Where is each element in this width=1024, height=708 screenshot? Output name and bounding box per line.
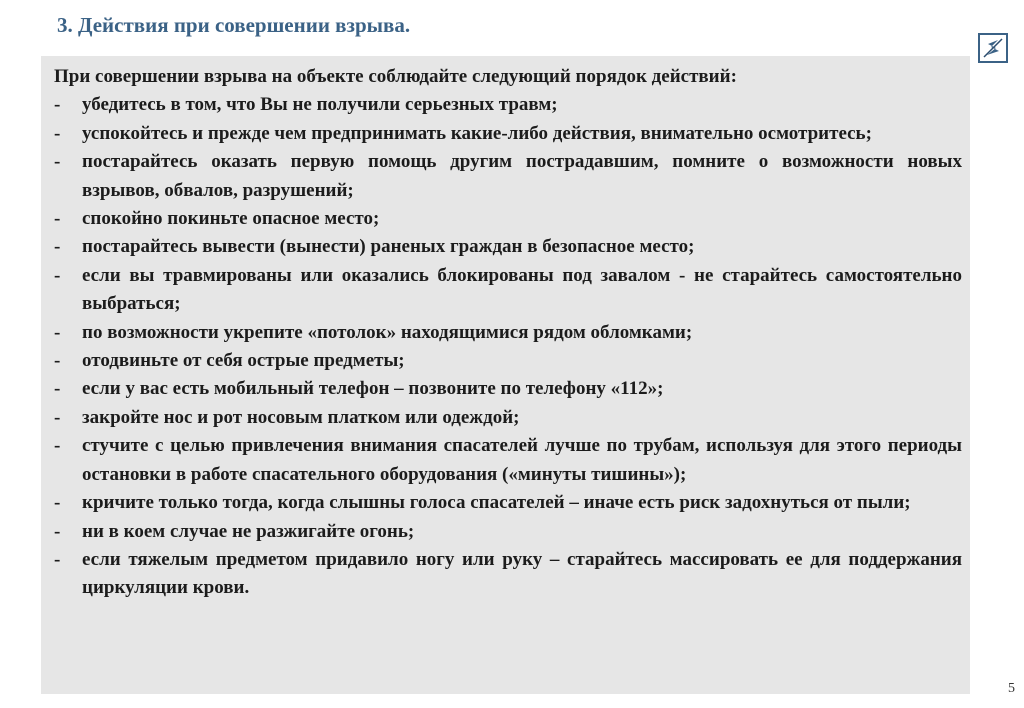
action-list: [54, 91, 962, 602]
list-item-text: постарайтесь оказать первую помощь другим пострадавшим, помните о возможности новых взрывов, обвалов, разрушений;: [82, 151, 962, 201]
company-logo-icon: [978, 33, 1008, 63]
list-item-text: если вы травмированы или оказались блокированы под завалом - не старайтесь самостоятельно выбраться;: [82, 264, 962, 315]
list-item: [54, 319, 962, 347]
list-item-text: ни в коем случае не разжигайте огонь;: [82, 520, 415, 542]
list-item-text: спокойно покиньте опасное место;: [82, 208, 380, 230]
list-item-text: если у вас есть мобильный телефон – позвоните по телефону «112»;: [82, 378, 664, 400]
bullet-marker: -: [54, 94, 61, 116]
bullet-marker: -: [54, 151, 61, 173]
list-item: [54, 432, 962, 489]
list-item-text: успокойтесь и прежде чем предпринимать какие-либо действия, внимательно осмотритесь;: [82, 122, 872, 144]
list-item: [54, 120, 962, 148]
bullet-marker: -: [54, 208, 61, 230]
list-item-text: постарайтесь вывести (вынести) раненых граждан в безопасное место;: [82, 236, 695, 258]
list-item-text: если тяжелым предметом придавило ногу или руку – старайтесь массировать ее для поддержания циркуляции крови.: [82, 548, 962, 599]
list-item: [54, 148, 962, 205]
bullet-marker: -: [54, 548, 61, 570]
list-item: [54, 546, 962, 603]
list-item: [54, 375, 962, 403]
list-item: [54, 205, 962, 233]
bullet-marker: -: [54, 378, 61, 400]
list-item-text: убедитесь в том, что Вы не получили серьезных травм;: [82, 94, 558, 116]
list-item-text: кричите только тогда, когда слышны голоса спасателей – иначе есть риск задохнуться от пыли;: [82, 492, 911, 514]
bullet-marker: -: [54, 122, 61, 144]
content-box: [41, 56, 970, 694]
bullet-marker: -: [54, 492, 61, 514]
list-item-text: закройте нос и рот носовым платком или одеждой;: [82, 406, 520, 428]
bullet-marker: -: [54, 350, 61, 372]
bullet-marker: -: [54, 435, 61, 457]
bullet-marker: -: [54, 236, 61, 258]
slide-title: 3. Действия при совершении взрыва.: [57, 13, 411, 37]
list-item: [54, 262, 962, 319]
list-item-text: по возможности укрепите «потолок» находящимися рядом обломками;: [82, 321, 693, 343]
intro-text: При совершении взрыва на объекте соблюдайте следующий порядок действий:: [54, 66, 737, 87]
list-item: [54, 91, 962, 119]
list-item: [54, 518, 962, 546]
list-item-text: стучите с целью привлечения внимания спасателей лучше по трубам, используя для этого периоды остановки в работе спасательного оборудования («минуты тишины»);: [82, 435, 962, 485]
bullet-marker: -: [54, 321, 61, 343]
bullet-marker: -: [54, 406, 61, 428]
list-item: [54, 347, 962, 375]
page-number: 5: [1008, 681, 1015, 696]
list-item-text: отодвиньте от себя острые предметы;: [82, 350, 405, 372]
list-item: [54, 233, 962, 261]
list-item: [54, 404, 962, 432]
list-item: [54, 489, 962, 517]
bullet-marker: -: [54, 520, 61, 542]
bullet-marker: -: [54, 264, 61, 286]
